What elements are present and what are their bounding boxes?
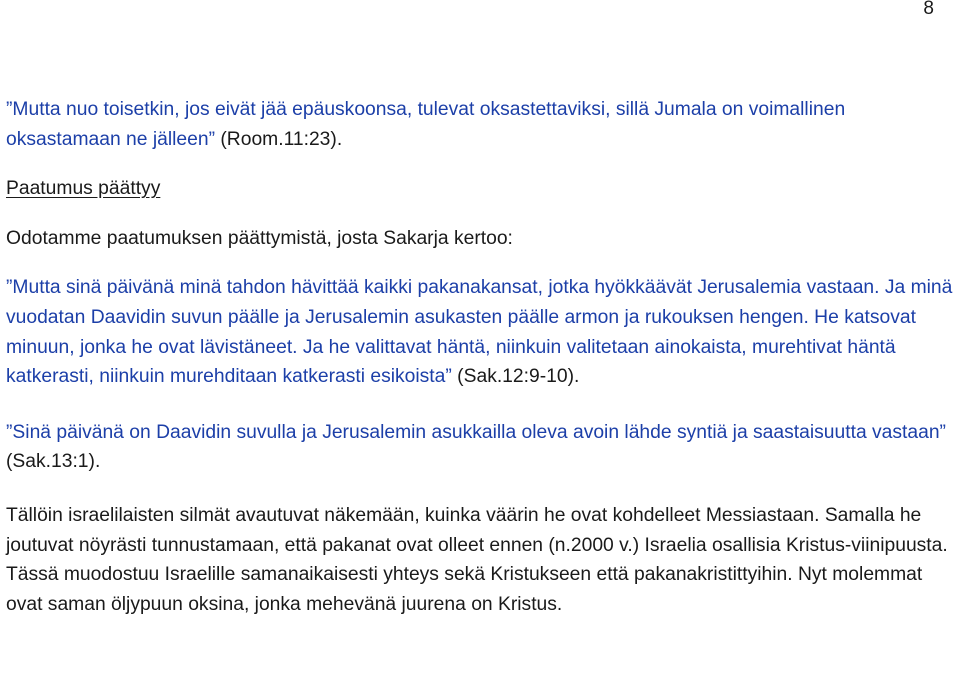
zechariah-quote-text: ”Mutta sinä päivänä minä tahdon hävittää kaikki pakanakansat, jotka hyökkäävät Jerusalemia vastaan. Ja minä vuodatan Daavidin suvun päälle ja Jerusalemin asukasten päälle armon ja rukouksen hengen. He katsovat minuun, jonka he ovat lävistäneet. Ja he valittavat häntä, niinkuin valitetaan ainokaista, murehtivat häntä katkerasti, niinkuin murehditaan katkerasti esikoista” (6, 277, 953, 388)
zechariah-quote-paragraph (6, 273, 956, 391)
section-heading: Paatumus päättyy (6, 178, 161, 200)
fountain-reference: (Sak.13:1). (6, 451, 101, 473)
fountain-quote-text: ”Sinä päivänä on Daavidin suvulla ja Jerusalemin asukkailla oleva avoin lähde syntiä ja saastaisuutta vastaan” (6, 421, 946, 443)
intro-paragraph: Odotamme paatumuksen päättymistä, josta Sakarja kertoo: (6, 227, 513, 249)
document-body (6, 95, 956, 619)
romans-quote-paragraph (6, 95, 956, 154)
page-number: 8 (923, 0, 934, 19)
romans-quote-text: ”Mutta nuo toisetkin, jos eivät jää epäuskoonsa, tulevat oksastettaviksi, sillä Jumala on voimallinen oksastamaan ne jälleen” (6, 99, 846, 150)
zechariah-reference: (Sak.12:9-10). (451, 366, 580, 388)
romans-reference: (Room.11:23). (215, 128, 343, 150)
closing-paragraph: Tällöin israelilaisten silmät avautuvat näkemään, kuinka väärin he ovat kohdelleet Messiastaan. Samalla he joutuvat nöyrästi tunnustamaan, että pakanat ovat olleet ennen (n.2000 v.) Israelia osallisia Kristus-viinipuusta. Tässä muodostuu Israelille samanaikaisesti yhteys sekä Kristukseen että pakanakristittyihin. Nyt molemmat ovat saman öljypuun oksina, jonka mehevänä juurena on Kristus. (6, 504, 948, 615)
fountain-quote-paragraph (6, 418, 956, 477)
